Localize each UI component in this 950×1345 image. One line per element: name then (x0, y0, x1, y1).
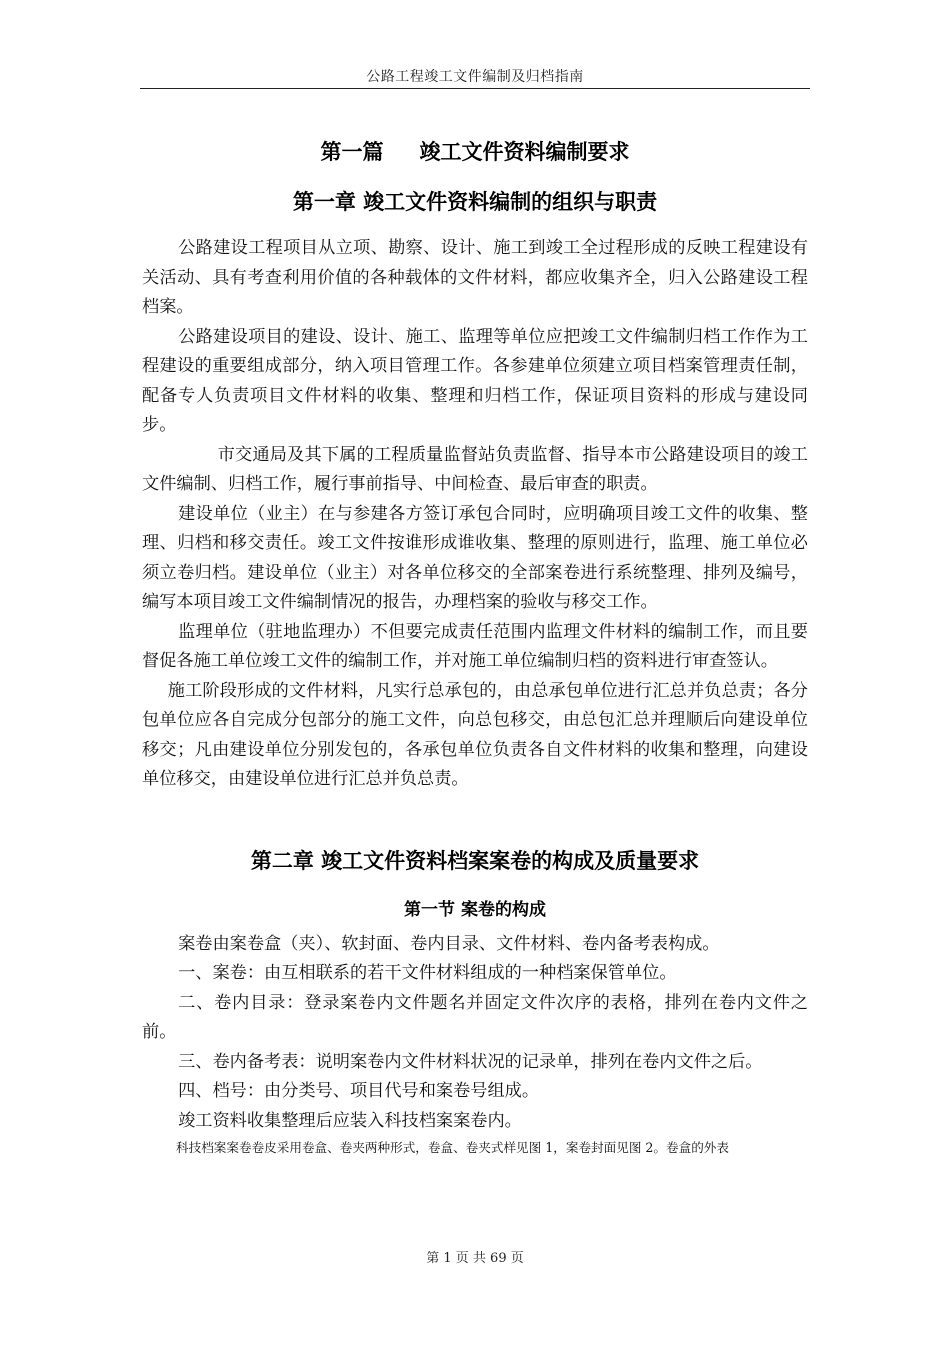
chapter-2-paragraph: 一、案卷：由互相联系的若干文件材料组成的一种档案保管单位。 (178, 963, 677, 983)
chapter-1-paragraph: 公路建设项目的建设、设计、施工、监理等单位应把竣工文件编制归档工作作为工程建设的重要组成部分，纳入项目管理工作。各参建单位须建立项目档案管理责任制，配备专人负责项目文件材料的收集、整理和归档工作，保证项目资料的形成与建设同步。 (142, 326, 808, 435)
chapter-2-paragraph: 案卷由案卷盒（夹）、软封面、卷内目录、文件材料、卷内备考表构成。 (178, 933, 720, 954)
chapter-1-paragraph: 公路建设工程项目从立项、勘察、设计、施工到竣工全过程形成的反映工程建设有关活动、具有考查利用价值的各种载体的文件材料，都应收集齐全，归入公路建设工程档案。 (142, 238, 808, 317)
chapter-1-paragraph: 市交通局及其下属的工程质量监督站负责监督、指导本市公路建设项目的竣工文件编制、归档工作，履行事前指导、中间检查、最后审查的职责。 (142, 444, 808, 494)
part-name: 竣工文件资料编制要求 (419, 140, 630, 164)
chapter-2-paragraph: 二、卷内目录：登录案卷内文件题名并固定文件次序的表格，排列在卷内文件之前。 (142, 992, 808, 1042)
page-footer: 第 1 页 共 69 页 (426, 1251, 524, 1266)
chapter-2-paragraph: 三、卷内备考表：说明案卷内文件材料状况的记录单，排列在卷内文件之后。 (178, 1051, 763, 1072)
part-label: 第一篇 (320, 140, 384, 164)
page-content (142, 136, 808, 1158)
chapter-1-paragraph: 建设单位（业主）在与参建各方签订承包合同时，应明确项目竣工文件的收集、整理、归档和移交责任。竣工文件按谁形成谁收集、整理的原则进行，监理、施工单位必须立卷归档。建设单位（业主）对各单位移交的全部案卷进行系统整理、排列及编号，编写本项目竣工文件编制情况的报告，办理档案的验收与移交工作。 (142, 503, 808, 612)
running-header: 公路工程竣工文件编制及归档指南 (366, 69, 584, 85)
chapter-1-paragraph: 监理单位（驻地监理办）不但要完成责任范围内监理文件材料的编制工作，而且要督促各施工单位竣工文件的编制工作，并对施工单位编制归档的资料进行审查签认。 (142, 621, 808, 671)
chapter-1-title: 第一章 竣工文件资料编制的组织与职责 (292, 190, 658, 214)
chapter-1-paragraph: 施工阶段形成的文件材料，凡实行总承包的，由总承包单位进行汇总并负总责；各分包单位应各自完成分包部分的施工文件，向总包移交，由总包汇总并理顺后向建设单位移交；凡由建设单位分别发包的，各承包单位负责各自文件材料的收集和整理，向建设单位移交，由建设单位进行汇总并负总责。 (142, 680, 808, 789)
section-1-title: 第一节 案卷的构成 (404, 899, 546, 920)
chapter-2-paragraph: 四、档号：由分类号、项目代号和案卷号组成。 (178, 1081, 540, 1101)
small-note-paragraph: 科技档案案卷卷皮采用卷盒、卷夹两种形式，卷盒、卷夹式样见图 1，案卷封面见图 2。卷盒的外表 (176, 1140, 729, 1155)
chapter-2-title: 第二章 竣工文件资料档案案卷的构成及质量要求 (250, 848, 700, 873)
chapter-2-paragraph: 竣工资料收集整理后应装入科技档案案卷内。 (178, 1110, 522, 1131)
header-rule (140, 88, 810, 89)
part-title (142, 136, 808, 166)
